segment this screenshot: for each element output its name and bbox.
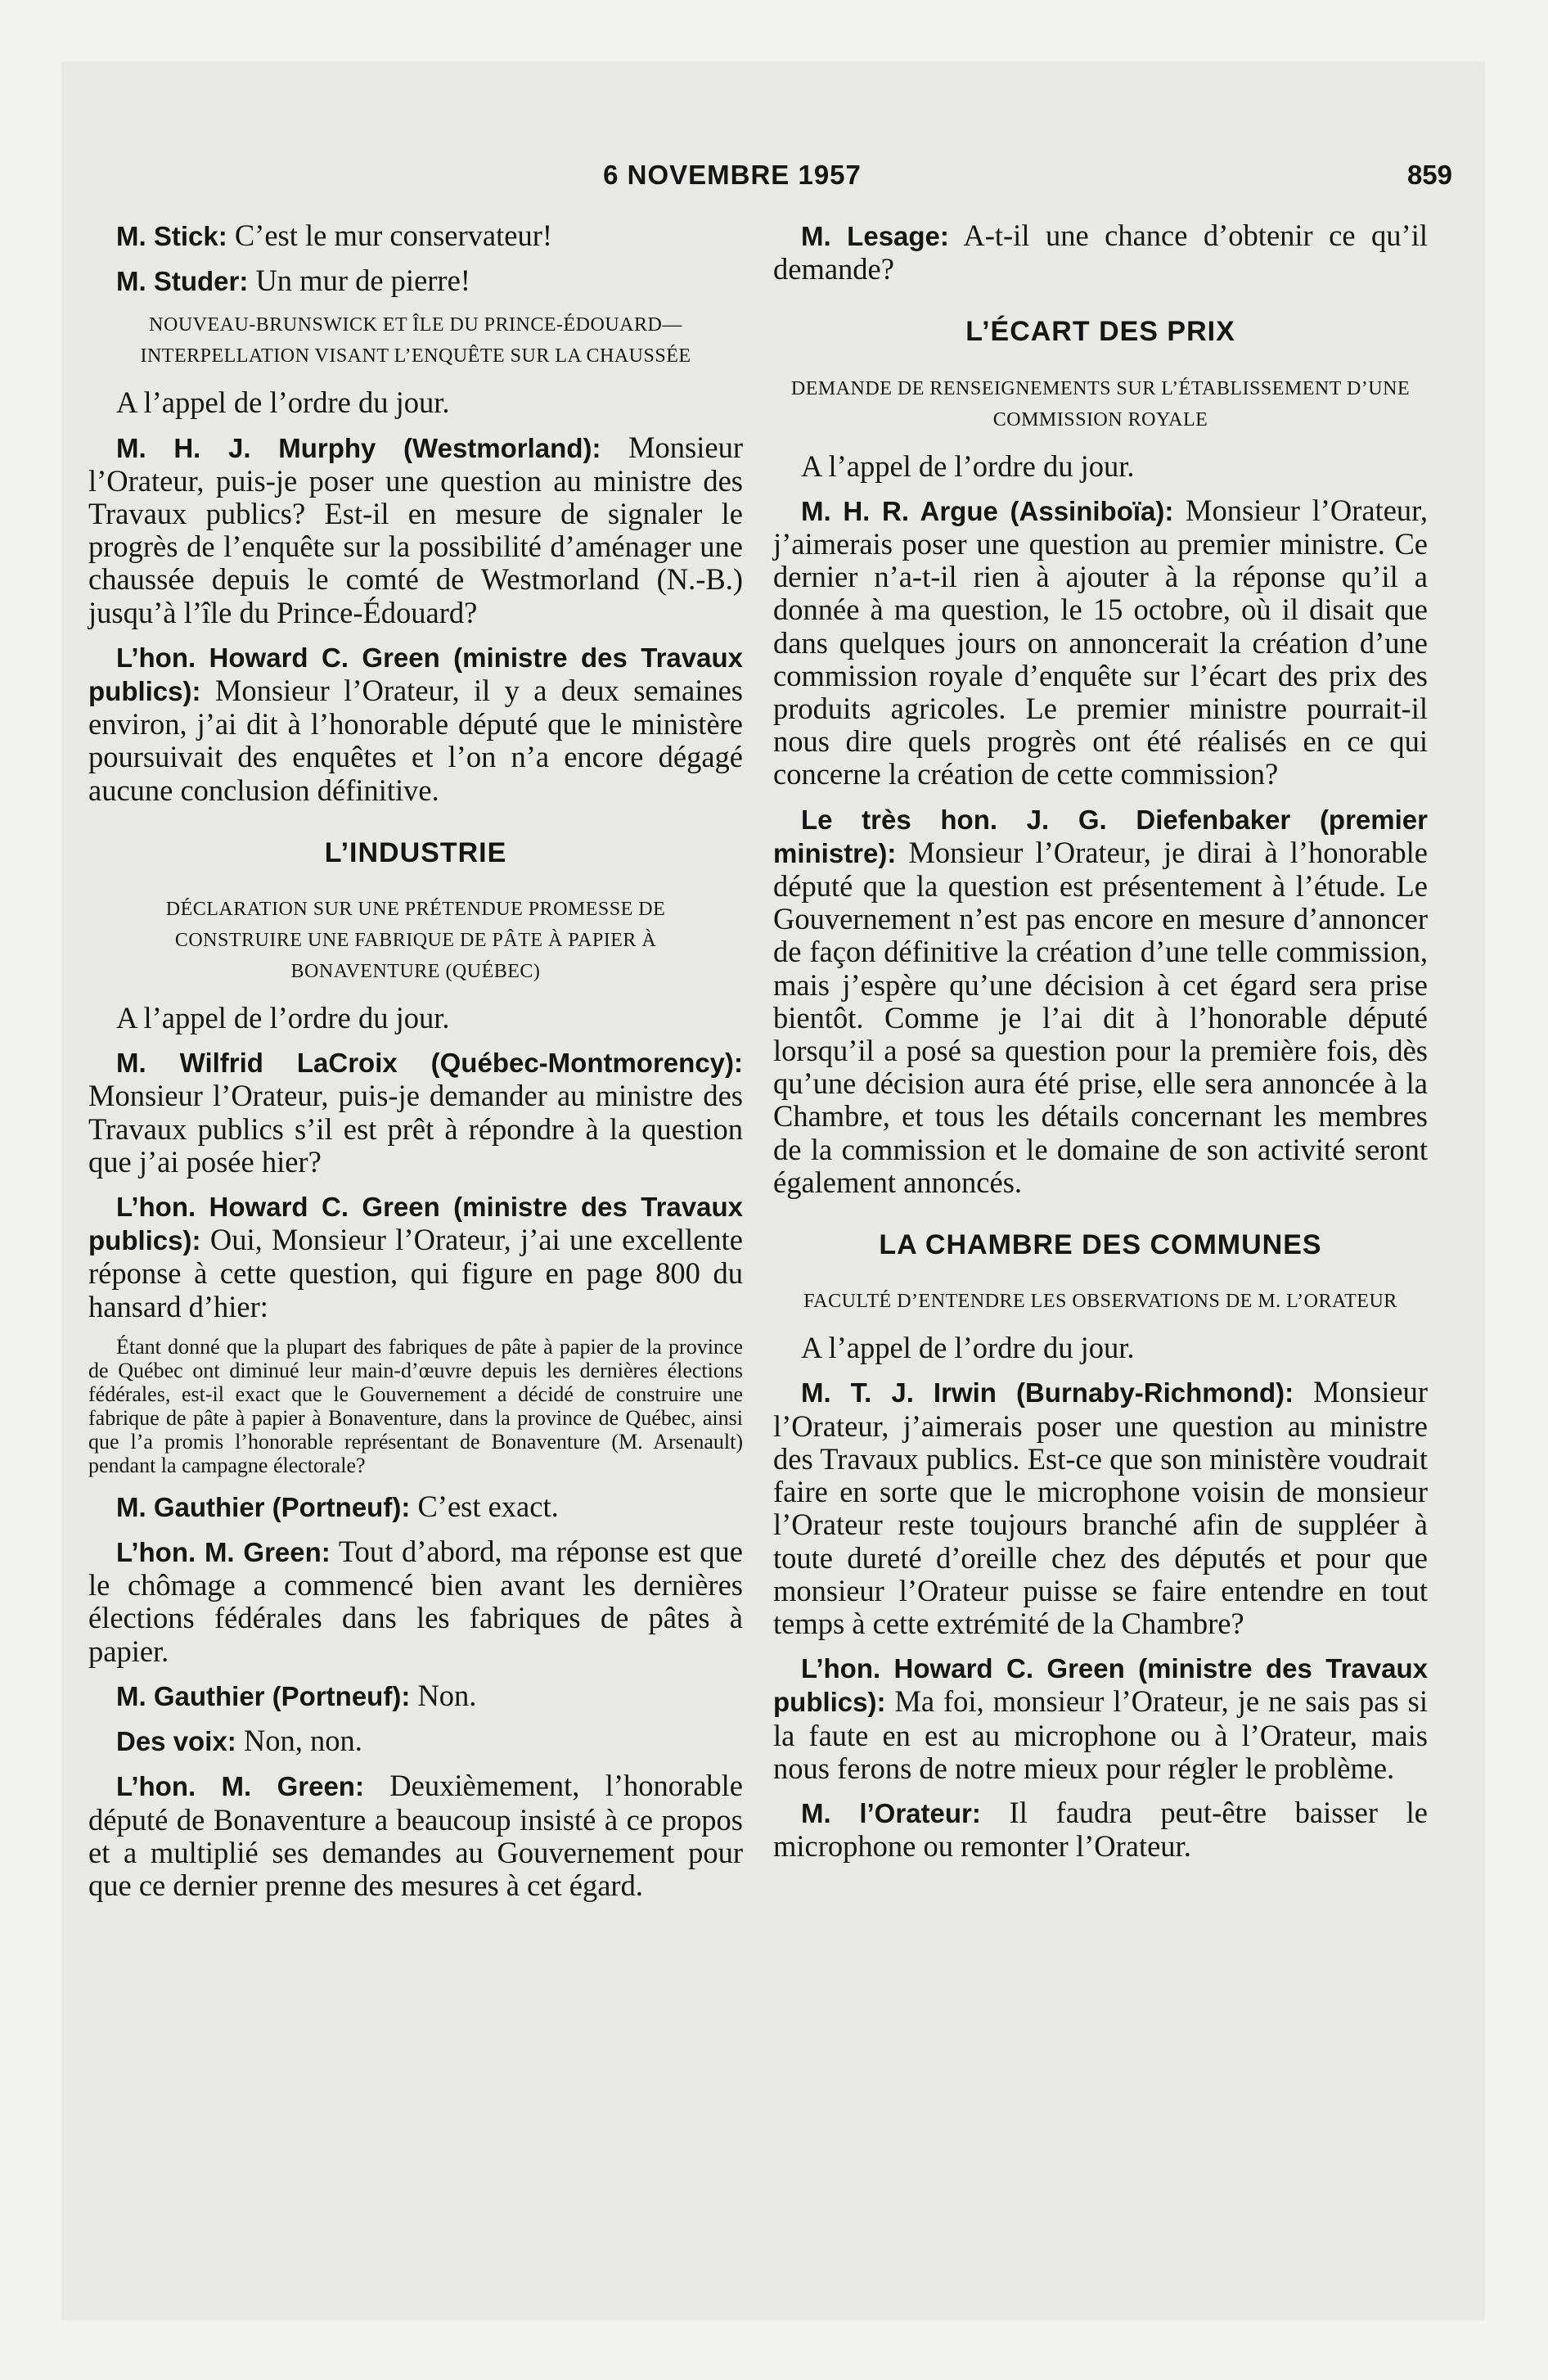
speech-paragraph [88, 1490, 743, 1524]
speaker-name: L’hon. M. Green: [116, 1537, 331, 1568]
speech-text: Monsieur l’Orateur, puis-je poser une question au ministre des Travaux publics? Est-il en mesure de signaler le progrès de l’enquête sur la possibilité d’aménager une chaussée depuis le comté de Westmorland (N.-B.) jusqu’à l’île du Prince-Édouard? [88, 430, 744, 629]
speech-text: Tout d’abord, ma réponse est que le chômage a commencé bien avant les dernières élections fédérales dans les fabriques de pâtes à papier. [88, 1535, 743, 1668]
speaker-name: L’hon. M. Green: [116, 1771, 364, 1802]
speech-paragraph [773, 219, 1428, 286]
section-heading: L’ÉCART DES PRIX [965, 316, 1235, 348]
procedural-note: A l’appel de l’ordre du jour. [801, 1331, 1135, 1365]
left-column [88, 219, 743, 1913]
speech-paragraph [773, 1652, 1428, 1785]
speech-text: C’est exact. [410, 1489, 559, 1523]
speaker-name: M. H. R. Argue (Assiniboïa): [801, 495, 1174, 526]
speech-text: Monsieur l’Orateur, il y a deux semaines environ, j’ai dit à l’honorable député que le ministère poursuivait des enquêtes et l’on n’a encore dégagé aucune conclusion définitive. [88, 674, 743, 807]
speech-text: Monsieur l’Orateur, j’aimerais poser une question au ministre des Travaux publics. Est-ce que son ministère voudrait faire en sorte que le microphone voisin de monsieur l’Orateur reste toujours branché afin de suppléer à toute dureté d’oreille chez des députés et pour que monsieur l’Orateur puisse se faire entendre en tout temps à cette extrémité de la Chambre? [773, 1375, 1428, 1640]
speaker-name: M. H. J. Murphy (Westmorland): [116, 432, 601, 463]
speech-paragraph [88, 1679, 743, 1713]
speech-text: Deuxièmement, l’honorable député de Bonaventure a beaucoup insisté à ce propos et a multiplié ses demandes au Gouvernement pour que ce dernier prenne des mesures à cet égard. [88, 1769, 743, 1902]
speech-text: Il faudra peut-être baisser le microphone ou remonter l’Orateur. [773, 1795, 1429, 1864]
speech-text: Oui, Monsieur l’Orateur, j’ai une excellente réponse à cette question, qui figure en page 800 du hansard d’hier: [88, 1223, 743, 1323]
speaker-name: Des voix: [116, 1726, 236, 1757]
procedural-note: A l’appel de l’ordre du jour. [801, 449, 1135, 483]
speech-paragraph [88, 641, 743, 807]
speech-paragraph [773, 1376, 1428, 1640]
speaker-name: M. Stick: [116, 221, 227, 251]
speech-paragraph [88, 1724, 743, 1758]
right-column [773, 219, 1428, 1874]
speech-text: Monsieur l’Orateur, puis-je demander au ministre des Travaux publics s’il est prêt à répondre à la question que j’ai posée hier? [88, 1079, 743, 1179]
speech-text: Non. [410, 1678, 477, 1712]
section-subheading: DÉCLARATION SUR UNE PRÉTENDUE PROMESSE DE CONSTRUIRE UNE FABRIQUE DE PÂTE À PAPIER À BONAVENTURE (QUÉBEC) [165, 899, 666, 983]
speech-paragraph [773, 494, 1428, 791]
speaker-name: M. Wilfrid LaCroix (Québec-Montmorency): [116, 1048, 743, 1079]
speech-text: C’est le mur conservateur! [227, 219, 552, 252]
speaker-name: Le très hon. J. G. Diefenbaker (premier ministre): [773, 804, 1428, 868]
procedural-note: A l’appel de l’ordre du jour. [116, 1001, 450, 1035]
speech-text: Un mur de pierre! [248, 264, 470, 298]
header-date: 6 NOVEMBRE 1957 [603, 160, 862, 190]
speaker-name: M. Gauthier (Portneuf): [116, 1680, 411, 1711]
speech-text: Ma foi, monsieur l’Orateur, je ne sais pas si la faute en est au microphone ou à l’Orateur, mais nous ferons de notre mieux pour régler le problème. [773, 1684, 1428, 1785]
speech-text: A-t-il une chance d’obtenir ce qu’il demande? [773, 219, 1428, 286]
page-header [61, 160, 1485, 201]
speech-paragraph [88, 431, 743, 629]
speaker-name: L’hon. Howard C. Green (ministre des Travaux publics): [773, 1653, 1428, 1718]
speech-text: Monsieur l’Orateur, j’aimerais poser une question au premier ministre. Ce dernier n’a-t-il rien à ajouter à la réponse qu’il a donnée à ma question, le 15 octobre, où il disait que dans quelques jours on annoncerait la création d’une commission royale d’enquête sur l’écart des prix des produits agricoles. Le premier ministre pourrait-il nous dire quels progrès ont été réalisés en ce qui concerne la création de cette commission? [773, 493, 1428, 791]
speech-paragraph [773, 803, 1428, 1199]
page-number: 859 [1406, 160, 1452, 190]
speech-paragraph [88, 1769, 743, 1902]
speaker-name: M. l’Orateur: [801, 1797, 981, 1828]
quoted-question: Étant donné que la plupart des fabriques de pâte à papier de la province de Québec ont diminué leur main-d’œuvre depuis les dernières élections fédérales, est-il exact que le Gouvernement a décidé de construire une fabrique de pâte à papier à Bonaventure, dans la province de Québec, ainsi que l’a promis l’honorable représentant de Bonaventure (M. Arsenault) pendant la campagne électorale? [88, 1334, 743, 1477]
section-subheading: NOUVEAU-BRUNSWICK ET ÎLE DU PRINCE-ÉDOUARD—INTERPELLATION VISANT L’ENQUÊTE SUR LA CHAUSSÉE [140, 314, 691, 367]
speaker-name: M. Lesage: [801, 221, 949, 251]
speaker-name: L’hon. Howard C. Green (ministre des Travaux publics): [88, 1192, 743, 1256]
speech-paragraph [88, 264, 743, 298]
speech-paragraph [88, 1190, 743, 1323]
section-subheading: DEMANDE DE RENSEIGNEMENTS SUR L’ÉTABLISSEMENT D’UNE COMMISSION ROYALE [790, 377, 1411, 430]
speech-paragraph [88, 1046, 743, 1179]
speaker-name: M. Studer: [116, 266, 249, 297]
speaker-name: L’hon. Howard C. Green (ministre des Travaux publics): [88, 642, 743, 707]
section-subheading: FACULTÉ D’ENTENDRE LES OBSERVATIONS DE M. L’ORATEUR [803, 1291, 1397, 1313]
speech-paragraph [88, 1535, 743, 1668]
speaker-name: M. Gauthier (Portneuf): [116, 1491, 411, 1522]
speech-paragraph [773, 1796, 1428, 1863]
speaker-name: M. T. J. Irwin (Burnaby-Richmond): [801, 1377, 1294, 1409]
procedural-note: A l’appel de l’ordre du jour. [116, 385, 450, 420]
section-heading: LA CHAMBRE DES COMMUNES [879, 1229, 1322, 1261]
speech-paragraph [88, 219, 743, 253]
section-heading: L’INDUSTRIE [324, 836, 507, 868]
speech-text: Monsieur l’Orateur, je dirai à l’honorable député que la question est présentement à l’étude. Le Gouvernement n’est pas encore en mesure d’annoncer de façon définitive la création d’une telle commission, mais j’espère qu’une décision à cet égard sera prise bientôt. Comme je l’ai dit à l’honorable député lorsqu’il a posé sa question pour la première fois, dès qu’une décision aura été prise, elle sera annoncée à la Chambre, et tous les détails concernant les membres de la commission et le domaine de son activité seront également annoncés. [773, 835, 1428, 1199]
speech-text: Non, non. [236, 1724, 362, 1758]
